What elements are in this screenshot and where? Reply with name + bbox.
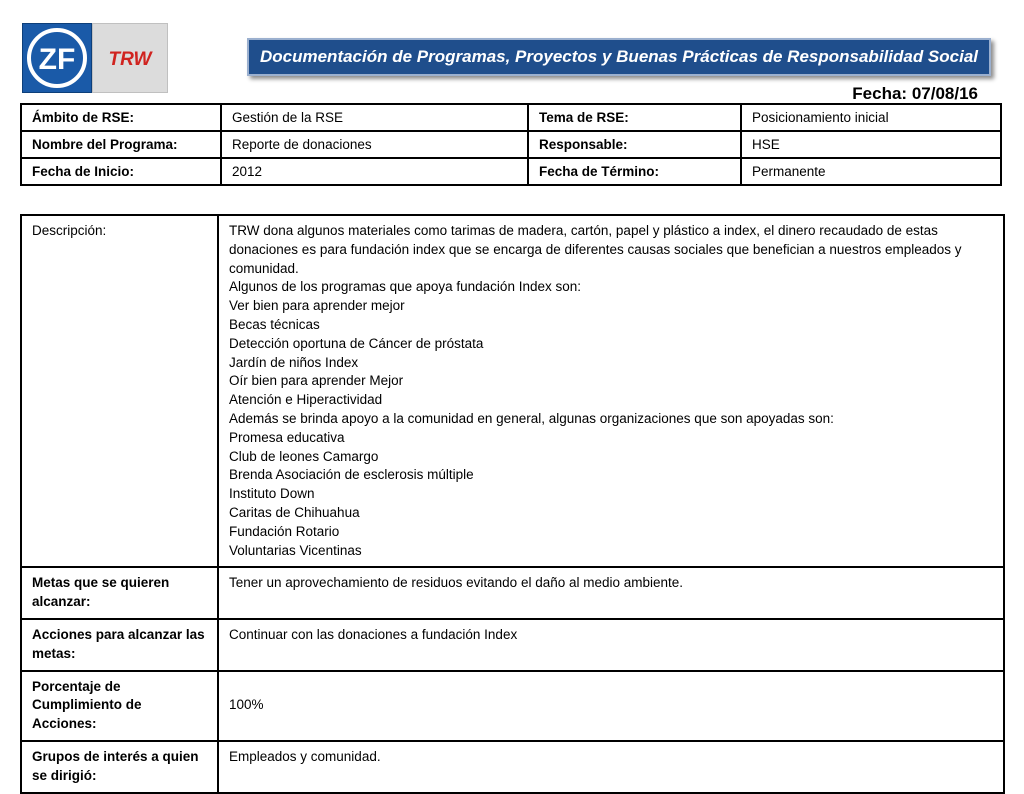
ambito-value: Gestión de la RSE <box>221 104 528 131</box>
fecha-termino-value: Permanente <box>741 158 1001 185</box>
grupos-label: Grupos de interés a quien se dirigió: <box>21 741 218 793</box>
fecha-inicio-value: 2012 <box>221 158 528 185</box>
descripcion-value <box>218 215 1004 567</box>
table-row <box>21 131 1001 158</box>
document-date: Fecha: 07/08/16 <box>852 84 978 103</box>
programa-value: Reporte de donaciones <box>221 131 528 158</box>
description-line: Ver bien para aprender mejor <box>229 298 405 314</box>
responsable-label: Responsable: <box>528 131 741 158</box>
table-row <box>21 104 1001 131</box>
table-row <box>21 158 1001 185</box>
description-line: Atención e Hiperactividad <box>229 392 383 408</box>
zf-logo-text: ZF <box>38 43 76 76</box>
table-row <box>21 215 1004 567</box>
description-line: Becas técnicas <box>229 316 320 332</box>
zf-logo-graphic <box>23 24 91 92</box>
table-row <box>21 619 1004 671</box>
description-line: Instituto Down <box>229 486 315 502</box>
description-line: Caritas de Chihuahua <box>229 504 360 520</box>
table-row <box>21 671 1004 741</box>
document-title: Documentación de Programas, Proyectos y Buenas Prácticas de Responsabilidad Social <box>259 47 979 66</box>
trw-logo-graphic <box>93 24 167 92</box>
grupos-value: Empleados y comunidad. <box>218 741 1004 793</box>
fecha-termino-label: Fecha de Término: <box>528 158 741 185</box>
descripcion-label: Descripción: <box>21 215 218 567</box>
trw-logo <box>92 23 168 93</box>
acciones-label: Acciones para alcanzar las metas: <box>21 619 218 671</box>
description-line: Detección oportuna de Cáncer de próstata <box>229 335 484 351</box>
document-title-bar <box>247 38 991 76</box>
ambito-label: Ámbito de RSE: <box>21 104 221 131</box>
program-info-table <box>20 103 1002 186</box>
porcentaje-value: 100% <box>218 671 1004 741</box>
description-line: Jardín de niños Index <box>229 354 359 370</box>
tema-label: Tema de RSE: <box>528 104 741 131</box>
table-row <box>21 741 1004 793</box>
description-line: TRW dona algunos materiales como tarimas de madera, cartón, papel y plástico a index, el dinero recaudado de estas donaciones es para fundación index que se encarga de diferentes causas sociales que benefician a nuestros empleados y comunidad. <box>229 223 962 276</box>
description-line: Fundación Rotario <box>229 523 340 539</box>
acciones-value: Continuar con las donaciones a fundación Index <box>218 619 1004 671</box>
programa-label: Nombre del Programa: <box>21 131 221 158</box>
metas-label: Metas que se quieren alcanzar: <box>21 567 218 619</box>
table-row <box>21 567 1004 619</box>
tema-value: Posicionamiento inicial <box>741 104 1001 131</box>
description-line: Además se brinda apoyo a la comunidad en general, algunas organizaciones que son apoyadas son: <box>229 410 834 426</box>
description-line: Algunos de los programas que apoya fundación Index son: <box>229 279 581 295</box>
zf-logo <box>22 23 92 93</box>
program-detail-table <box>20 214 1005 794</box>
trw-logo-text: TRW <box>108 49 152 70</box>
description-line: Oír bien para aprender Mejor <box>229 373 404 389</box>
porcentaje-label: Porcentaje de Cumplimiento de Acciones: <box>21 671 218 741</box>
description-line: Promesa educativa <box>229 429 345 445</box>
metas-value: Tener un aprovechamiento de residuos evitando el daño al medio ambiente. <box>218 567 1004 619</box>
description-line: Brenda Asociación de esclerosis múltiple <box>229 467 474 483</box>
description-line: Voluntarias Vicentinas <box>229 542 362 558</box>
fecha-inicio-label: Fecha de Inicio: <box>21 158 221 185</box>
description-line: Club de leones Camargo <box>229 448 379 464</box>
responsable-value: HSE <box>741 131 1001 158</box>
